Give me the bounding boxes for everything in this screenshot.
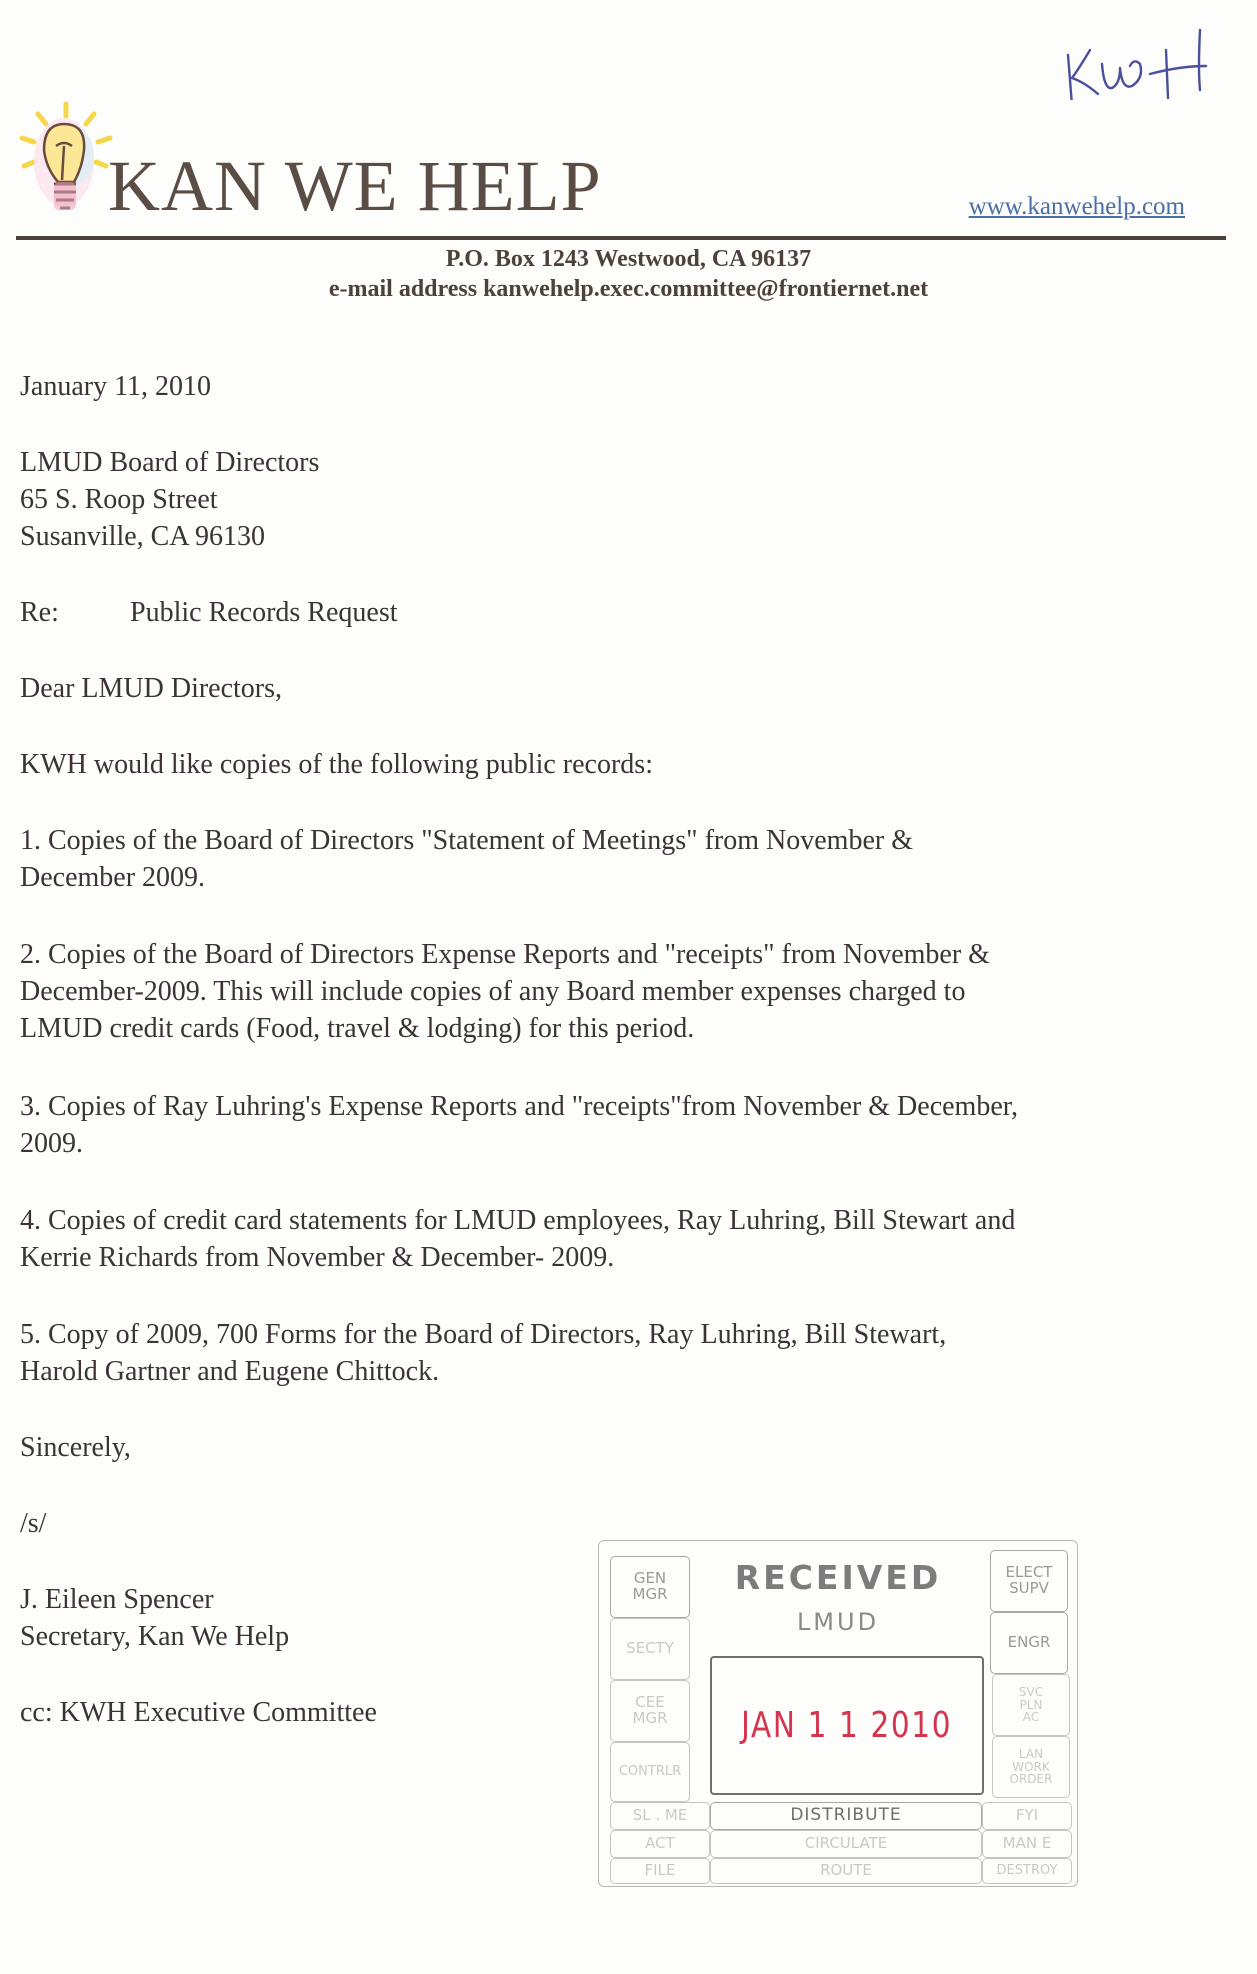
request-item-3: 2009. (20, 1128, 83, 1159)
handwritten-kwh-mark (1050, 20, 1240, 100)
letter-date: January 11, 2010 (20, 371, 212, 402)
request-item-5: Harold Gartner and Eugene Chittock. (20, 1356, 440, 1387)
stamp-cell-cee-mgr: CEE MGR (610, 1680, 690, 1742)
signature: /s/ (20, 1508, 47, 1539)
email-address: e-mail address kanwehelp.exec.committee@frontiernet.net (328, 276, 929, 302)
stamp-row1-left: SL . ME (610, 1802, 710, 1830)
cc-line: cc: KWH Executive Committee (20, 1697, 377, 1728)
stamp-cell-contrlr: CONTRLR (610, 1742, 690, 1802)
stamp-circulate: CIRCULATE (710, 1830, 982, 1858)
request-item-4: 4. Copies of credit card statements for LMUD employees, Ray Luhring, Bill Stewart and (20, 1205, 1016, 1236)
received-stamp (598, 1540, 1078, 1892)
stamp-row3-right: DESTROY (982, 1858, 1072, 1884)
request-item-3: 3. Copies of Ray Luhring's Expense Reports and "receipts"from November & December, (20, 1091, 1018, 1122)
request-item-4: Kerrie Richards from November & December- 2009. (20, 1242, 615, 1273)
stamp-date: JAN 1 1 2010 (741, 1705, 953, 1746)
stamp-route: ROUTE (710, 1858, 982, 1884)
stamp-distribute: DISTRIBUTE (710, 1802, 982, 1830)
website-link[interactable]: www.kanwehelp.com (968, 193, 1185, 220)
salutation: Dear LMUD Directors, (20, 673, 283, 704)
stamp-cell-elect-supv: ELECT SUPV (990, 1550, 1068, 1612)
recipient-line: 65 S. Roop Street (20, 484, 218, 515)
stamp-cell-gen-mgr: GEN MGR (610, 1556, 690, 1618)
handwritten-mark-drawing (1050, 20, 1240, 100)
postal-address: P.O. Box 1243 Westwood, CA 96137 (445, 246, 812, 272)
stamp-received-title: RECEIVED (734, 1558, 942, 1597)
stamp-row3-left: FILE (610, 1858, 710, 1884)
organization-name: KAN WE HELP (108, 146, 602, 226)
stamp-row2-left: ACT (610, 1830, 710, 1858)
re-label: Re: (20, 597, 59, 628)
signer-name: J. Eileen Spencer (20, 1584, 214, 1615)
recipient-line: Susanville, CA 96130 (20, 521, 266, 552)
request-item-1: 1. Copies of the Board of Directors "Statement of Meetings" from November & (20, 825, 913, 856)
request-item-2: LMUD credit cards (Food, travel & lodging) for this period. (20, 1013, 695, 1044)
stamp-row2-right: MAN E (982, 1830, 1072, 1858)
request-item-2: 2. Copies of the Board of Directors Expense Reports and "receipts" from November & (20, 939, 990, 970)
closing: Sincerely, (20, 1432, 131, 1463)
stamp-cell-work-order: LAN WORK ORDER (992, 1736, 1070, 1798)
stamp-org: LMUD (796, 1608, 880, 1636)
request-item-2: December-2009. This will include copies of any Board member expenses charged to (20, 976, 966, 1007)
stamp-cell-engr: ENGR (990, 1612, 1068, 1674)
re-subject: Public Records Request (130, 597, 398, 628)
letterhead-divider (16, 236, 1226, 240)
recipient-line: LMUD Board of Directors (20, 447, 320, 478)
request-item-1: December 2009. (20, 862, 206, 893)
signer-title: Secretary, Kan We Help (20, 1621, 290, 1652)
stamp-cell-svc-pln: SVC PLN AC (992, 1674, 1070, 1736)
lightbulb-icon (14, 100, 114, 230)
intro-text: KWH would like copies of the following public records: (20, 749, 653, 780)
stamp-row1-right: FYI (982, 1802, 1072, 1830)
stamp-cell-secty: SECTY (610, 1618, 690, 1680)
request-item-5: 5. Copy of 2009, 700 Forms for the Board of Directors, Ray Luhring, Bill Stewart, (20, 1319, 947, 1350)
stamp-date-box (710, 1656, 984, 1795)
